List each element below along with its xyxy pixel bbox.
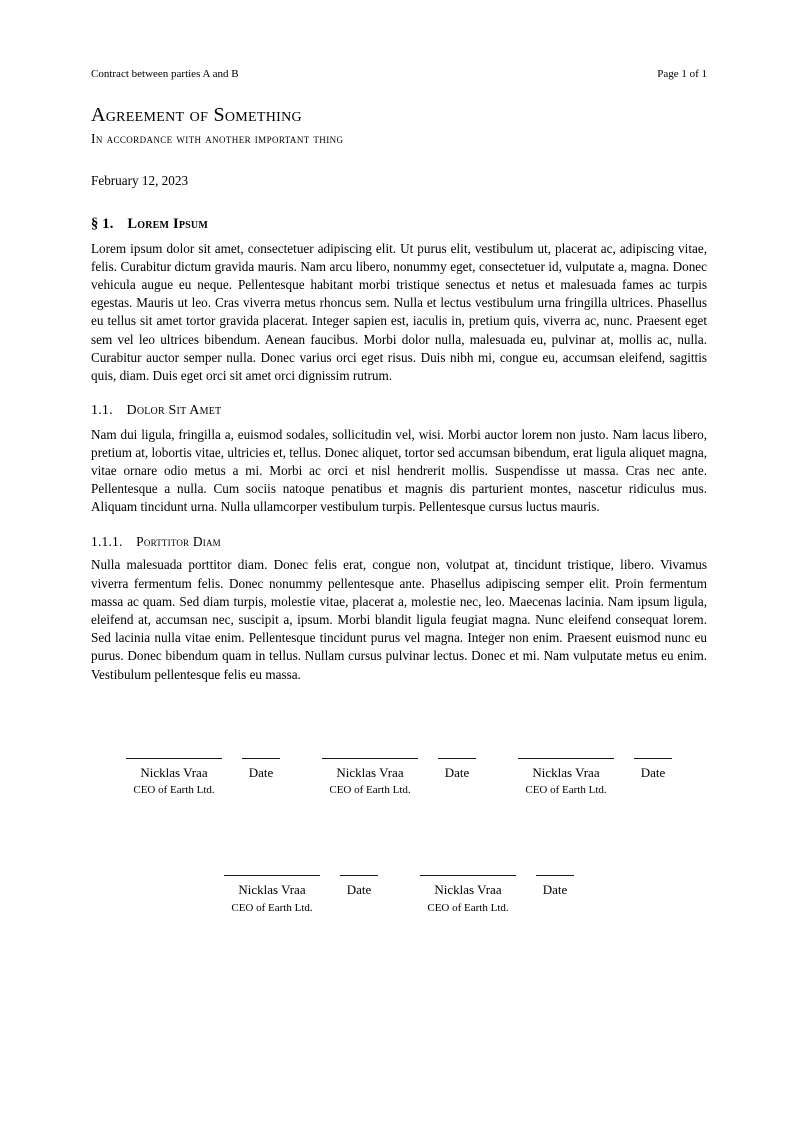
date-label: Date — [640, 764, 666, 780]
section-heading-1 — [91, 217, 707, 233]
signature-date-field — [634, 758, 672, 798]
document-title: Agreement of Something — [91, 104, 302, 127]
signature-line — [126, 758, 222, 759]
signature-row-2 — [91, 875, 707, 915]
signatory-role: CEO of Earth Ltd. — [133, 784, 215, 797]
header-page-number: Page 1 of 1 — [657, 68, 707, 80]
signature-line — [224, 875, 320, 876]
header-left-text: Contract between parties A and B — [91, 68, 239, 80]
signature-block — [224, 875, 378, 915]
signature-row-1 — [91, 758, 707, 798]
signature-block — [322, 758, 476, 798]
date-label: Date — [248, 764, 274, 780]
signature-block — [420, 875, 574, 915]
date-label: Date — [444, 764, 470, 780]
signature-date-field — [340, 875, 378, 915]
section-number: § 1. — [91, 215, 114, 232]
signature-name-field — [322, 758, 418, 798]
date-label: Date — [542, 882, 568, 898]
signatory-role: CEO of Earth Ltd. — [427, 901, 509, 914]
subsection-number: 1.1. — [91, 403, 113, 419]
signature-name-field — [126, 758, 222, 798]
signature-line — [420, 875, 516, 876]
signatory-name: Nicklas Vraa — [336, 764, 404, 780]
date-line — [536, 875, 574, 876]
running-header — [91, 68, 707, 80]
subsubsection-number: 1.1.1. — [91, 533, 123, 549]
subsection-heading-1-1 — [91, 403, 707, 418]
subsection-1-1-paragraph: Nam dui ligula, fringilla a, euismod sodales, sollicitudin vel, wisi. Morbi auctor lorem non justo. Nam lacus libero, pretium at, lobortis vitae, ultricies et, tellus. Donec aliquet, tortor sed accumsan bibendum, erat ligula aliquet magna, vitae ornare odio metus a mi. Morbi ac orci et nisl hendrerit mollis. Suspendisse ut massa. Cras nec ante. Pellentesque a nulla. Cum sociis natoque penatibus et magnis dis parturient montes, nascetur ridiculus mus. Aliquam tincidunt urna. Nulla ullamcorper vestibulum turpis. Pellentesque cursus luctus mauris. — [91, 426, 707, 515]
date-line — [438, 758, 476, 759]
date-line — [340, 875, 378, 876]
signatory-role: CEO of Earth Ltd. — [329, 784, 411, 797]
signature-name-field — [224, 875, 320, 915]
section-1-paragraph: Lorem ipsum dolor sit amet, consectetuer adipiscing elit. Ut purus elit, vestibulum ut, placerat ac, adipiscing vitae, felis. Curabitur dictum gravida mauris. Nam arcu libero, nonummy eget, consectetuer id, vulputate a, magna. Donec vehicula augue eu neque. Pellentesque habitant morbi tristique senectus et netus et malesuada fames ac turpis egestas. Mauris ut leo. Cras viverra metus rhoncus sem. Nulla et lectus vestibulum urna fringilla ultrices. Phasellus eu tellus sit amet tortor gravida placerat. Integer sapien est, iaculis in, pretium quis, viverra ac, nunc. Praesent eget sem vel leo ultrices bibendum. Aenean faucibus. Morbi dolor nulla, malesuada eu, pulvinar at, mollis ac, nulla. Curabitur auctor semper nulla. Donec varius orci eget risus. Duis nibh mi, congue eu, accumsan eleifend, sagittis quis, diam. Duis eget orci sit amet orci dignissim rutrum. — [91, 240, 707, 383]
signatory-role: CEO of Earth Ltd. — [231, 901, 313, 914]
date-line — [242, 758, 280, 759]
signature-date-field — [438, 758, 476, 798]
date-label: Date — [346, 882, 372, 898]
signature-date-field — [536, 875, 574, 915]
signatory-name: Nicklas Vraa — [532, 764, 600, 780]
signature-line — [322, 758, 418, 759]
subsubsection-1-1-1-paragraph: Nulla malesuada porttitor diam. Donec felis erat, congue non, volutpat at, tincidunt tristique, libero. Vivamus viverra fermentum felis. Donec nonummy pellentesque ante. Phasellus adipiscing semper elit. Proin fermentum massa ac quam. Sed diam turpis, molestie vitae, placerat a, molestie nec, leo. Maecenas lacinia. Nam ipsum ligula, eleifend at, accumsan nec, suscipit a, ipsum. Morbi blandit ligula feugiat magna. Nunc eleifend consequat lorem. Sed lacinia nulla vitae enim. Pellentesque tincidunt purus vel magna. Integer non enim. Praesent euismod nunc eu purus. Donec bibendum quam in tellus. Nullam cursus pulvinar lectus. Donec et mi. Nam vulputate metus eu enim. Vestibulum pellentesque felis eu massa. — [91, 557, 707, 682]
section-title: Lorem Ipsum — [127, 215, 208, 232]
signatory-role: CEO of Earth Ltd. — [525, 784, 607, 797]
signature-line — [518, 758, 614, 759]
document-date: February 12, 2023 — [91, 172, 189, 188]
signatory-name: Nicklas Vraa — [434, 882, 502, 898]
signature-name-field — [518, 758, 614, 798]
signature-block — [518, 758, 672, 798]
date-line — [634, 758, 672, 759]
signature-name-field — [420, 875, 516, 915]
subsection-title: Dolor Sit Amet — [126, 403, 222, 419]
document-subtitle: In accordance with another important thing — [91, 131, 344, 147]
signature-date-field — [242, 758, 280, 798]
signature-block — [126, 758, 280, 798]
subsubsection-title: Porttitor Diam — [136, 533, 221, 549]
signatory-name: Nicklas Vraa — [238, 882, 306, 898]
signatory-name: Nicklas Vraa — [140, 764, 208, 780]
subsubsection-heading-1-1-1 — [91, 535, 707, 550]
